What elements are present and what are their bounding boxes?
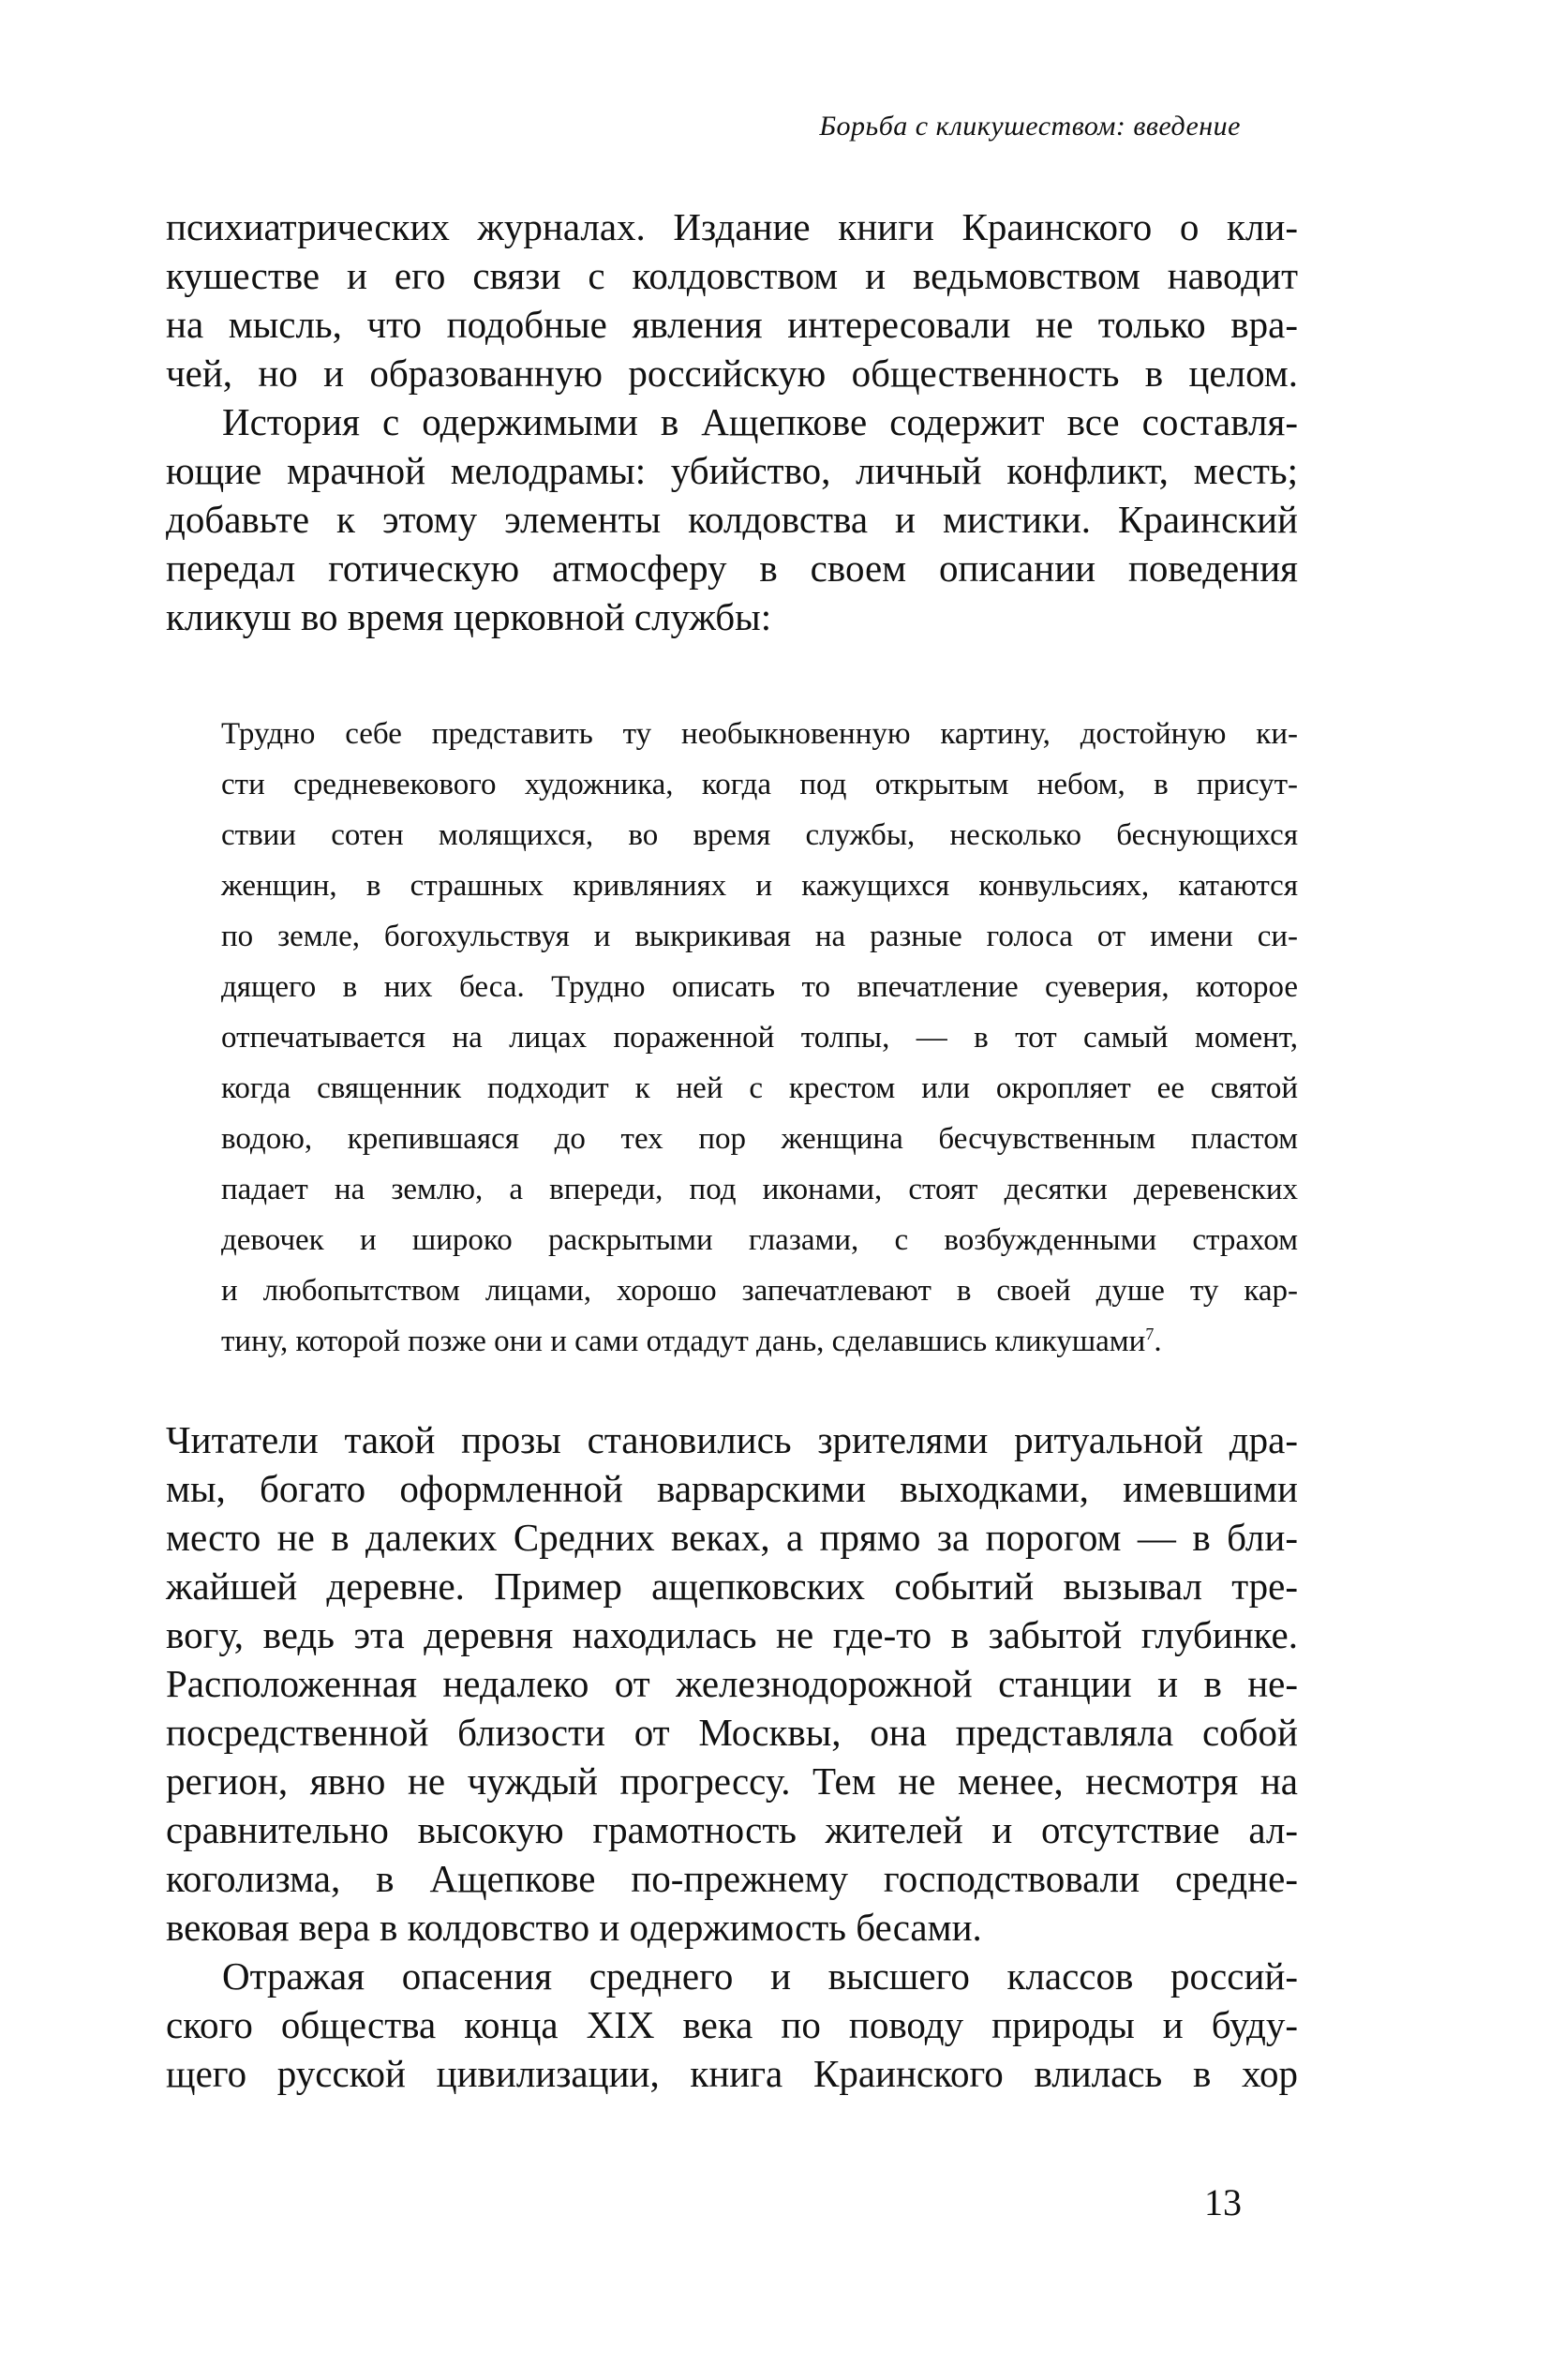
text-line: регион, явно не чуждый прогрессу. Тем не менее, несмотря на — [166, 1759, 1298, 1803]
quote-line: женщин, в страшных кривляниях и кажущихся конвульсиях, катаются — [221, 869, 1298, 903]
text-line: Читатели такой прозы становились зрителями ритуальной дра- — [166, 1418, 1298, 1461]
text-line: вековая вера в колдовство и одержимость бесами. — [166, 1906, 982, 1949]
paragraph — [166, 1952, 1298, 2098]
text-line: место не в далеких Средних веках, а прямо за порогом — в бли- — [166, 1516, 1298, 1559]
quote-line-text: тину, которой позже они и сами отдадут дань, сделавшись кликушами — [221, 1325, 1146, 1358]
text-line: Отражая опасения среднего и высшего классов россий- — [222, 1954, 1298, 1998]
quote-line: по земле, богохульствуя и выкрикивая на разные голоса от имени си- — [221, 920, 1298, 953]
paragraph — [166, 1415, 1298, 1952]
text-line: посредственной близости от Москвы, она представляла собой — [166, 1711, 1298, 1754]
text-line: ского общества конца XIX века по поводу природы и буду- — [166, 2003, 1298, 2046]
text-line: Расположенная недалеко от железнодорожной станции и в не- — [166, 1662, 1298, 1705]
text-line: кушестве и его связи с колдовством и ведьмовством наводит — [166, 254, 1298, 297]
quote-line: падает на землю, а впереди, под иконами, стоят десятки деревенских — [221, 1173, 1298, 1206]
paragraph — [166, 397, 1298, 641]
text-line: История с одержимыми в Ащепкове содержит все составля- — [222, 400, 1298, 443]
text-line: вогу, ведь эта деревня находилась не где-то в забытой глубинке. — [166, 1613, 1298, 1656]
quote-line: сти средневекового художника, когда под открытым небом, в присут- — [221, 768, 1298, 801]
text-line: на мысль, что подобные явления интересовали не только вра- — [166, 303, 1298, 346]
paragraph — [166, 202, 1298, 397]
quote-line: когда священник подходит к ней с крестом или окропляет ее святой — [221, 1071, 1298, 1105]
quote-line: и любопытством лицами, хорошо запечатлевают в своей душе ту кар- — [221, 1274, 1298, 1308]
text-line: жайшей деревне. Пример ащепковских событий вызывал тре- — [166, 1564, 1298, 1608]
page-number: 13 — [1204, 2181, 1242, 2223]
text-line: ющие мрачной мелодрамы: убийство, личный конфликт, месть; — [166, 449, 1298, 492]
quote-line: ствии сотен молящихся, во время службы, несколько беснующихся — [221, 818, 1298, 852]
text-line: щего русской цивилизации, книга Краинского влилась в хор — [166, 2052, 1298, 2095]
text-line: психиатрических журналах. Издание книги Краинского о кли- — [166, 205, 1298, 248]
text-line: сравнительно высокую грамотность жителей и отсутствие ал- — [166, 1808, 1298, 1851]
text-line: кликуш во время церковной службы: — [166, 595, 772, 638]
quote-line: отпечатывается на лицах пораженной толпы, — в тот самый момент, — [221, 1021, 1298, 1055]
quote-line: дящего в них беса. Трудно описать то впечатление суеверия, которое — [221, 970, 1298, 1004]
quote-line: водою, крепившаяся до тех пор женщина бесчувственным пластом — [221, 1122, 1298, 1156]
running-header: Борьба с кликушеством: введение — [819, 111, 1241, 142]
quote-line: Трудно себе представить ту необыкновенную картину, достойную ки- — [221, 717, 1298, 751]
quote-line: девочек и широко раскрытыми глазами, с возбужденными страхом — [221, 1223, 1298, 1257]
text-line: чей, но и образованную российскую общественность в целом. — [166, 352, 1298, 395]
body-text-top — [166, 202, 1298, 641]
body-text-bottom — [166, 1415, 1298, 2098]
text-line: мы, богато оформленной варварскими выходками, имевшими — [166, 1467, 1298, 1510]
text-line: добавьте к этому элементы колдовства и мистики. Краинский — [166, 498, 1298, 541]
quote-final-punctuation: . — [1154, 1325, 1162, 1358]
text-line: коголизма, в Ащепкове по-прежнему господствовали средне- — [166, 1857, 1298, 1900]
quote-line-last — [221, 1316, 1298, 1367]
text-line: передал готическую атмосферу в своем описании поведения — [166, 546, 1298, 590]
footnote-reference[interactable]: 7 — [1145, 1325, 1155, 1343]
block-quote — [221, 709, 1298, 1367]
